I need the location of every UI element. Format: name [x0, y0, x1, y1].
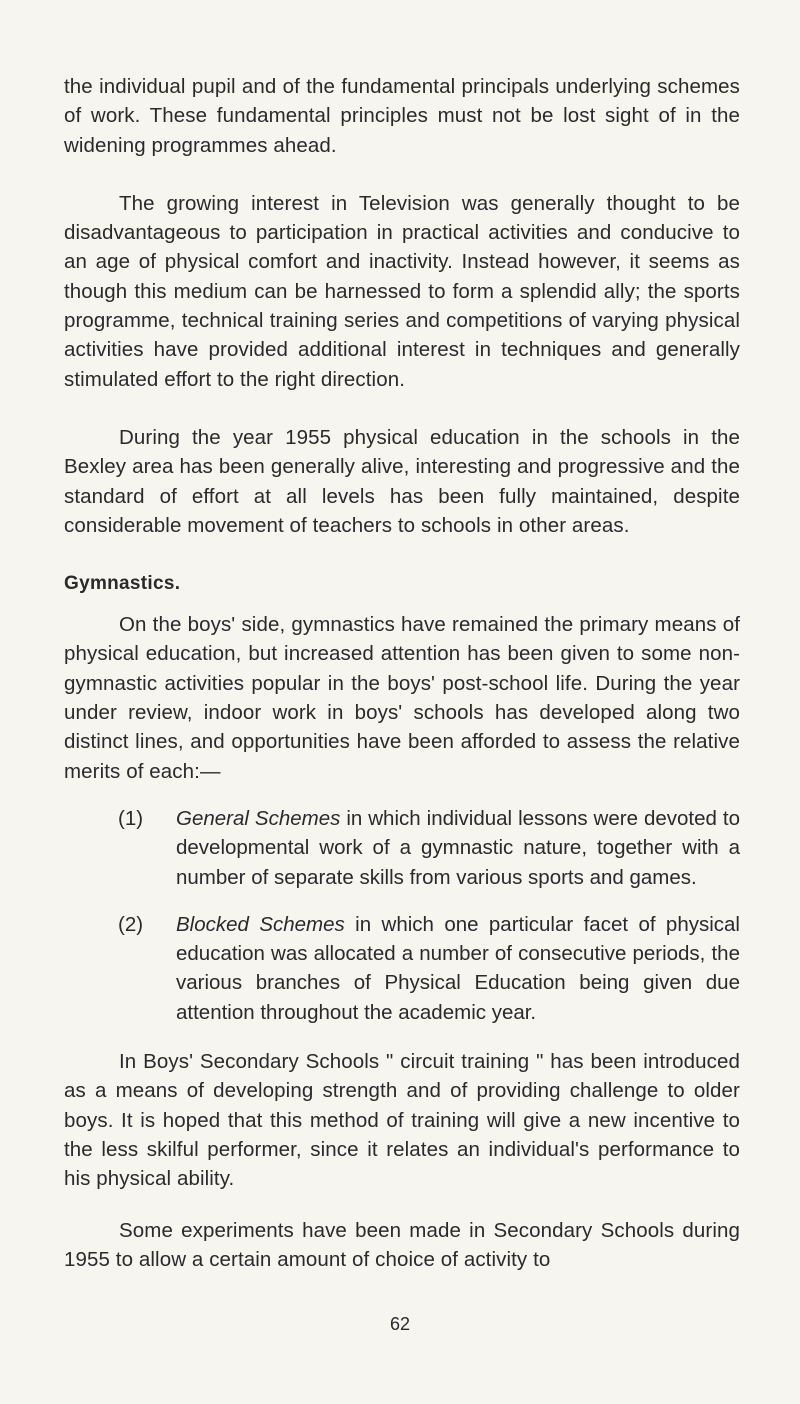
- paragraph-bexley: During the year 1955 physical education in the schools in the Bexley area has been generally alive, interesting and progressive and the standard of effort at all levels has been fully maintained, despite considerable movement of teachers to schools in other areas.: [64, 425, 740, 537]
- paragraph-experiments: Some experiments have been made in Secondary Schools during 1955 to allow a certain amount of choice of activity to: [64, 1218, 740, 1271]
- list-item-number: (2): [118, 912, 144, 936]
- page-body: [64, 72, 740, 1274]
- list-item: [64, 804, 740, 892]
- paragraph-television: The growing interest in Television was generally thought to be disadvantageous to participation in practical activities and conducive to an age of physical comfort and inactivity. Instead however, it seems as though this medium can be harnessed to form a splendid ally; the sports programme, technical training series and competitions of varying physical activities have provided additional interest in techniques and generally stimulated effort to the right direction.: [64, 191, 740, 391]
- section-heading-gymnastics: Gymnastics.: [64, 573, 181, 595]
- list-item-text: in which individual lessons were devoted to developmental work of a gymnastic nature, together with a number of separate skills from various sports and games.: [176, 806, 740, 889]
- list-item: [64, 910, 740, 1027]
- list-item-text: in which one particular facet of physical education was allocated a number of consecutive periods, the various branches of Physical Education being given due attention throughout the academic year.: [176, 912, 740, 1024]
- list-item-title: General Schemes: [176, 806, 341, 830]
- list-item-title: Blocked Schemes: [176, 912, 345, 936]
- paragraph-continuation: the individual pupil and of the fundamental principals underlying schemes of work. These fundamental principles must not be lost sight of in the widening programmes ahead.: [64, 75, 740, 157]
- paragraph-circuit-training: In Boys' Secondary Schools " circuit training " has been introduced as a means of developing strength and of providing challenge to older boys. It is hoped that this method of training will give a new incentive to the less skilful performer, since it relates an individual's performance to his physical ability.: [64, 1050, 740, 1191]
- paragraph-boys-side: On the boys' side, gymnastics have remained the primary means of physical education, but increased attention has been given to some non-gymnastic activities popular in the boys' post-school life. During the year under review, indoor work in boys' schools has developed along two distinct lines, and opportunities have been afforded to assess the relative merits of each:—: [64, 613, 740, 783]
- list-item-number: (1): [118, 806, 144, 830]
- page-number: 62: [389, 1314, 411, 1334]
